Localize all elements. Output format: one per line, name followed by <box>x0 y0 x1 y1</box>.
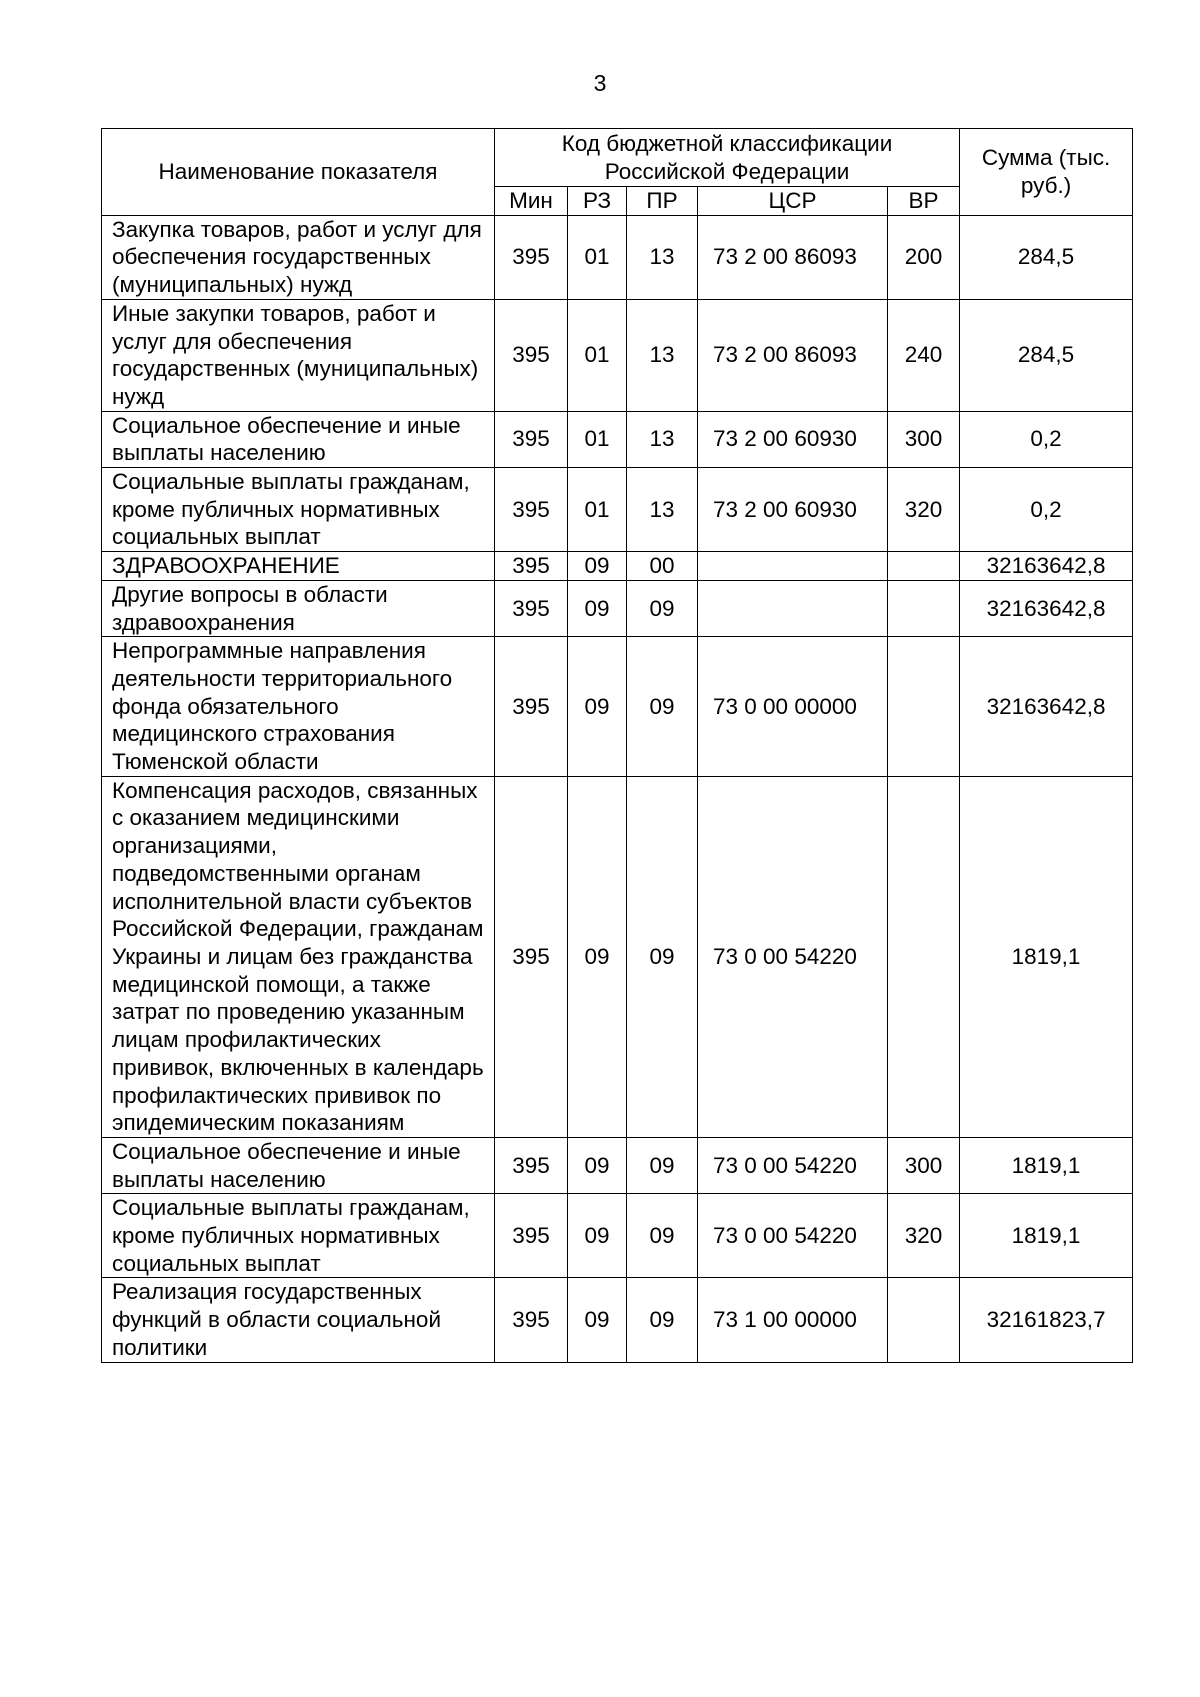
row-name: Социальные выплаты гражданам, кроме публичных нормативных социальных выплат <box>102 468 495 552</box>
row-csr <box>698 552 888 581</box>
header-vr: ВР <box>888 187 960 216</box>
table-row <box>102 637 1133 777</box>
budget-table <box>101 128 1133 1363</box>
row-pr: 09 <box>627 1278 698 1362</box>
row-name: ЗДРАВООХРАНЕНИЕ <box>102 552 495 581</box>
row-pr: 09 <box>627 776 698 1137</box>
row-vr: 240 <box>888 299 960 411</box>
table-body <box>102 215 1133 1362</box>
row-min: 395 <box>495 552 568 581</box>
row-rz: 09 <box>568 1278 627 1362</box>
row-vr <box>888 552 960 581</box>
row-vr: 300 <box>888 411 960 467</box>
row-pr: 09 <box>627 637 698 777</box>
row-csr: 73 2 00 86093 <box>698 215 888 299</box>
row-min: 395 <box>495 1194 568 1278</box>
row-name: Закупка товаров, работ и услуг для обеспечения государственных (муниципальных) нужд <box>102 215 495 299</box>
row-min: 395 <box>495 1278 568 1362</box>
row-pr: 09 <box>627 580 698 636</box>
row-csr: 73 0 00 54220 <box>698 1137 888 1193</box>
row-rz: 09 <box>568 552 627 581</box>
row-rz: 01 <box>568 411 627 467</box>
table-row <box>102 215 1133 299</box>
table-row <box>102 552 1133 581</box>
row-min: 395 <box>495 776 568 1137</box>
row-sum: 32163642,8 <box>960 552 1133 581</box>
row-vr <box>888 580 960 636</box>
row-name: Социальное обеспечение и иные выплаты населению <box>102 1137 495 1193</box>
row-vr: 320 <box>888 468 960 552</box>
row-csr: 73 0 00 54220 <box>698 1194 888 1278</box>
table-row <box>102 580 1133 636</box>
row-min: 395 <box>495 1137 568 1193</box>
row-sum: 0,2 <box>960 411 1133 467</box>
row-csr: 73 2 00 60930 <box>698 468 888 552</box>
row-pr: 00 <box>627 552 698 581</box>
row-csr: 73 2 00 86093 <box>698 299 888 411</box>
row-pr: 09 <box>627 1137 698 1193</box>
row-pr: 13 <box>627 411 698 467</box>
row-name: Социальные выплаты гражданам, кроме публичных нормативных социальных выплат <box>102 1194 495 1278</box>
row-vr: 320 <box>888 1194 960 1278</box>
row-sum: 1819,1 <box>960 1194 1133 1278</box>
row-sum: 284,5 <box>960 299 1133 411</box>
row-csr: 73 1 00 00000 <box>698 1278 888 1362</box>
header-pr: ПР <box>627 187 698 216</box>
page-number: 3 <box>593 70 607 96</box>
row-rz: 01 <box>568 215 627 299</box>
row-name: Непрограммные направления деятельности территориального фонда обязательного медицинского страхования Тюменской области <box>102 637 495 777</box>
table-row <box>102 468 1133 552</box>
row-vr <box>888 776 960 1137</box>
row-vr: 300 <box>888 1137 960 1193</box>
row-sum: 284,5 <box>960 215 1133 299</box>
table-row <box>102 411 1133 467</box>
row-sum: 32163642,8 <box>960 580 1133 636</box>
row-name: Другие вопросы в области здравоохранения <box>102 580 495 636</box>
row-sum: 1819,1 <box>960 1137 1133 1193</box>
row-rz: 09 <box>568 1137 627 1193</box>
table-row <box>102 1194 1133 1278</box>
row-rz: 01 <box>568 468 627 552</box>
row-csr: 73 2 00 60930 <box>698 411 888 467</box>
row-name: Социальное обеспечение и иные выплаты населению <box>102 411 495 467</box>
row-min: 395 <box>495 637 568 777</box>
row-sum: 32161823,7 <box>960 1278 1133 1362</box>
row-name: Компенсация расходов, связанных с оказанием медицинскими организациями, подведомственными органам исполнительной власти субъектов Российской Федерации, гражданам Украины и лицам без гражданства медицинской помощи, а также затрат по проведению указанным лицам профилактических прививок, включенных в календарь профилактических прививок по эпидемическим показаниям <box>102 776 495 1137</box>
row-name: Реализация государственных функций в области социальной политики <box>102 1278 495 1362</box>
row-rz: 09 <box>568 637 627 777</box>
row-csr: 73 0 00 54220 <box>698 776 888 1137</box>
header-rz: РЗ <box>568 187 627 216</box>
row-min: 395 <box>495 299 568 411</box>
row-rz: 09 <box>568 1194 627 1278</box>
table-row <box>102 776 1133 1137</box>
row-min: 395 <box>495 580 568 636</box>
row-pr: 09 <box>627 1194 698 1278</box>
row-rz: 01 <box>568 299 627 411</box>
header-min: Мин <box>495 187 568 216</box>
table-row <box>102 1278 1133 1362</box>
row-vr <box>888 1278 960 1362</box>
row-name: Иные закупки товаров, работ и услуг для обеспечения государственных (муниципальных) нужд <box>102 299 495 411</box>
row-vr <box>888 637 960 777</box>
header-name: Наименование показателя <box>102 129 495 216</box>
header-code-group: Код бюджетной классификации Российской Федерации <box>495 129 960 187</box>
table-header <box>102 129 1133 216</box>
row-pr: 13 <box>627 468 698 552</box>
row-min: 395 <box>495 468 568 552</box>
table-row <box>102 299 1133 411</box>
row-csr: 73 0 00 00000 <box>698 637 888 777</box>
row-sum: 32163642,8 <box>960 637 1133 777</box>
header-csr: ЦСР <box>698 187 888 216</box>
row-min: 395 <box>495 411 568 467</box>
row-rz: 09 <box>568 580 627 636</box>
row-csr <box>698 580 888 636</box>
table-row <box>102 1137 1133 1193</box>
row-pr: 13 <box>627 299 698 411</box>
row-sum: 1819,1 <box>960 776 1133 1137</box>
row-rz: 09 <box>568 776 627 1137</box>
row-sum: 0,2 <box>960 468 1133 552</box>
row-pr: 13 <box>627 215 698 299</box>
row-min: 395 <box>495 215 568 299</box>
row-vr: 200 <box>888 215 960 299</box>
header-sum: Сумма (тыс. руб.) <box>960 129 1133 216</box>
